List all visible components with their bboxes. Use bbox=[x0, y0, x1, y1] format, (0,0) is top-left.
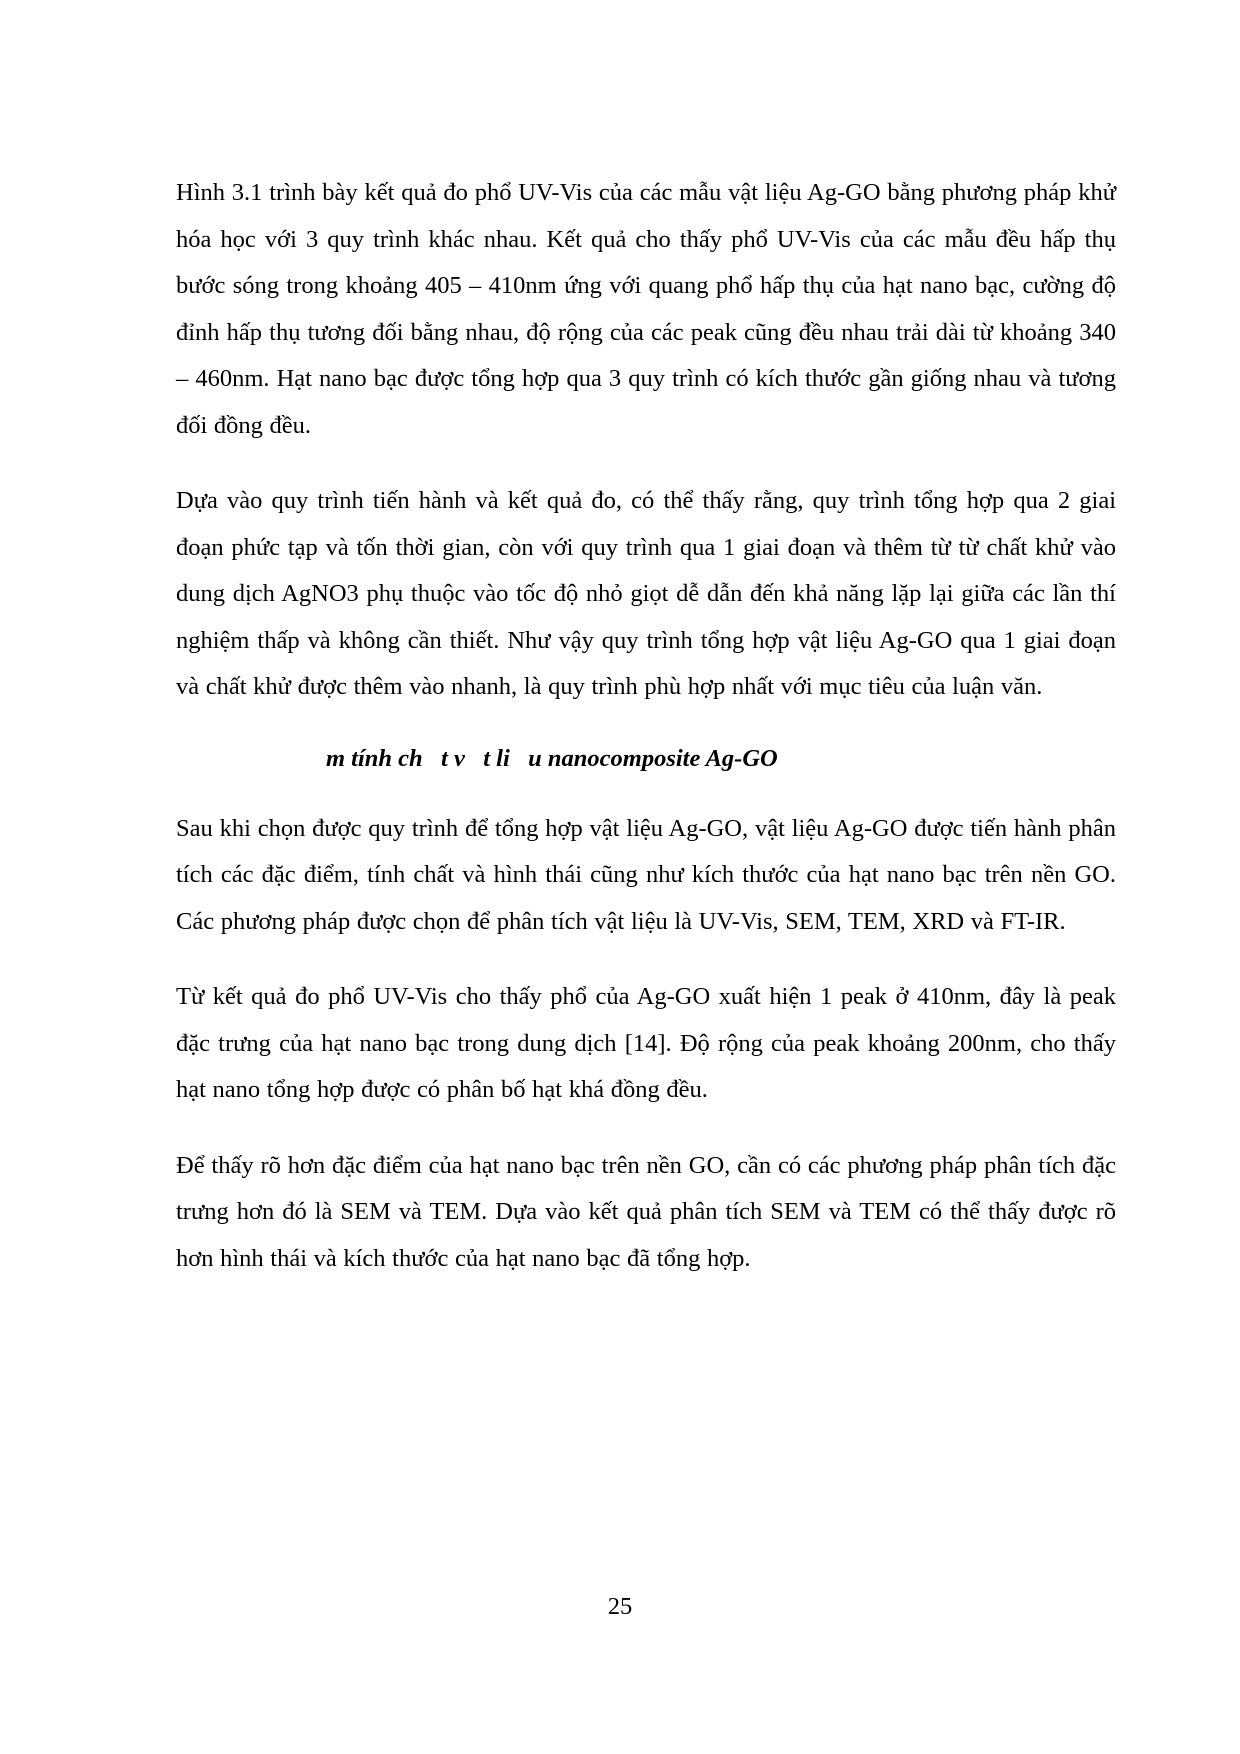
page-content bbox=[176, 170, 1116, 1311]
paragraph-sem-tem: Để thấy rõ hơn đặc điểm của hạt nano bạc trên nền GO, cần có các phương pháp phân tích đặc trưng hơn đó là SEM và TEM. Dựa vào kết quả phân tích SEM và TEM có thể thấy được rõ hơn hình thái và kích thước của hạt nano bạc đã tổng hợp. bbox=[176, 1151, 1116, 1272]
paragraph-uvvis-results: Hình 3.1 trình bày kết quả đo phổ UV-Vis của các mẫu vật liệu Ag-GO bằng phương pháp khử hóa học với 3 quy trình khác nhau. Kết quả cho thấy phổ UV-Vis của các mẫu đều hấp thụ bước sóng trong khoảng 405 – 410nm ứng với quang phổ hấp thụ của hạt nano bạc, cường độ đỉnh hấp thụ tương đối bằng nhau, độ rộng của các peak cũng đều nhau trải dài từ khoảng 340 – 460nm. Hạt nano bạc được tổng hợp qua 3 quy trình có kích thước gần giống nhau và tương đối đồng đều. bbox=[176, 179, 1116, 439]
section-heading: m tính ch t v t li u nanocomposite Ag-GO bbox=[326, 744, 778, 772]
page-number: 25 bbox=[607, 1593, 633, 1620]
paragraph-process-selection: Dựa vào quy trình tiến hành và kết quả đo, có thể thấy rằng, quy trình tổng hợp qua 2 giai đoạn phức tạp và tốn thời gian, còn với quy trình qua 1 giai đoạn và thêm từ từ chất khử vào dung dịch AgNO3 phụ thuộc vào tốc độ nhỏ giọt dễ dẫn đến khả năng lặp lại giữa các lần thí nghiệm thấp và không cần thiết. Như vậy quy trình tổng hợp vật liệu Ag-GO qua 1 giai đoạn và chất khử được thêm vào nhanh, là quy trình phù hợp nhất với mục tiêu của luận văn. bbox=[176, 487, 1116, 700]
paragraph-uvvis-peak: Từ kết quả đo phổ UV-Vis cho thấy phổ của Ag-GO xuất hiện 1 peak ở 410nm, đây là peak đặc trưng của hạt nano bạc trong dung dịch [14]. Độ rộng của peak khoảng 200nm, cho thấy hạt nano tổng hợp được có phân bố hạt khá đồng đều. bbox=[176, 983, 1116, 1103]
paragraph-analysis-methods: Sau khi chọn được quy trình để tổng hợp vật liệu Ag-GO, vật liệu Ag-GO được tiến hành phân tích các đặc điểm, tính chất và hình thái cũng như kích thước của hạt nano bạc trên nền GO. Các phương pháp được chọn để phân tích vật liệu là UV-Vis, SEM, TEM, XRD và FT-IR. bbox=[176, 814, 1116, 935]
